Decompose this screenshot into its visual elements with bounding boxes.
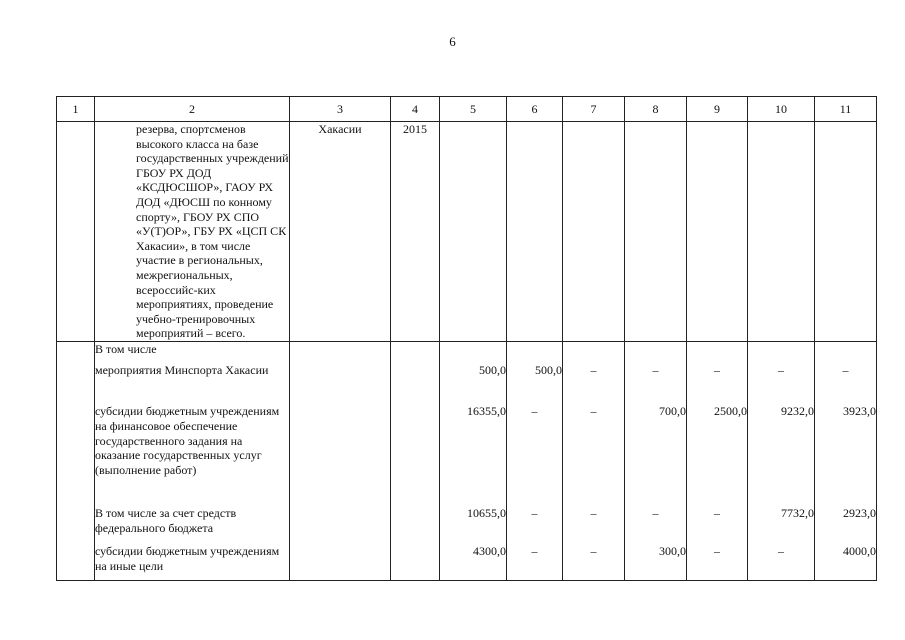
cell-col10: 7732,0 (748, 506, 815, 544)
cell-col8 (625, 341, 687, 363)
row-label: субсидии бюджетным учреждениям на финансовое обеспечение государственного задания на оказание государственных услуг (выполнение работ) (95, 404, 290, 506)
header-row (57, 97, 877, 122)
cell-col8: 700,0 (625, 404, 687, 506)
cell-col11: 4000,0 (815, 544, 877, 580)
cell-col10: – (748, 544, 815, 580)
cell-col7: – (563, 404, 625, 506)
cell-col6: – (507, 506, 563, 544)
cell-col5 (440, 341, 507, 363)
table-row (57, 544, 877, 580)
cell-col11: – (815, 363, 877, 404)
cell-col4: 2015 (391, 122, 440, 342)
cell-col10: – (748, 363, 815, 404)
column-header: 4 (391, 97, 440, 122)
cell-col8: – (625, 363, 687, 404)
column-header: 3 (290, 97, 391, 122)
cell-col7: – (563, 544, 625, 580)
cell-col9: 2500,0 (687, 404, 748, 506)
cell-col6: – (507, 404, 563, 506)
column-header: 1 (57, 97, 95, 122)
cell-col11: 2923,0 (815, 506, 877, 544)
cell-col5: 10655,0 (440, 506, 507, 544)
cell-col9: – (687, 544, 748, 580)
row-description: резерва, спортсменов высокого класса на базе государственных учреждений ГБОУ РХ ДОД «КСДЮСШОР», ГАОУ РХ ДОД «ДЮСШ по конному спорту», ГБОУ РХ СПО «У(Т)ОР», ГБУ РХ «ЦСП СК Хакасии», в том числе участие в региональных, межрегиональных, всероссийс-ких мероприятиях, проведение учебно-тренировочных мероприятий – всего. (95, 122, 290, 342)
row-label: мероприятия Минспорта Хакасии (95, 363, 290, 404)
row-label: субсидии бюджетным учреждениям на иные цели (95, 544, 290, 580)
cell-col11: 3923,0 (815, 404, 877, 506)
column-header: 10 (748, 97, 815, 122)
cell-col6 (507, 341, 563, 363)
cell-col8: – (625, 506, 687, 544)
column-header: 7 (563, 97, 625, 122)
cell-col5: 500,0 (440, 363, 507, 404)
cell-col7: – (563, 506, 625, 544)
cell-col9 (687, 341, 748, 363)
table-row (57, 341, 877, 363)
cell-col9: – (687, 506, 748, 544)
table-row (57, 363, 877, 404)
row-label: В том числе (95, 341, 290, 363)
cell-col11 (815, 341, 877, 363)
cell-col3: Хакасии (290, 122, 391, 342)
cell-col10 (748, 341, 815, 363)
column-header: 6 (507, 97, 563, 122)
column-header: 8 (625, 97, 687, 122)
column-header: 11 (815, 97, 877, 122)
cell-col8: 300,0 (625, 544, 687, 580)
cell-col6: – (507, 544, 563, 580)
cell-col9: – (687, 363, 748, 404)
cell-col7 (563, 341, 625, 363)
cell-col7: – (563, 363, 625, 404)
cell-col6: 500,0 (507, 363, 563, 404)
column-header: 9 (687, 97, 748, 122)
budget-table (56, 96, 877, 581)
cell-col5: 16355,0 (440, 404, 507, 506)
cell-col10: 9232,0 (748, 404, 815, 506)
table-row (57, 404, 877, 506)
row-label: В том числе за счет средств федерального бюджета (95, 506, 290, 544)
cell-col5: 4300,0 (440, 544, 507, 580)
table-row (57, 506, 877, 544)
column-header: 2 (95, 97, 290, 122)
table-row (57, 122, 877, 342)
page-number: 6 (449, 34, 456, 49)
column-header: 5 (440, 97, 507, 122)
